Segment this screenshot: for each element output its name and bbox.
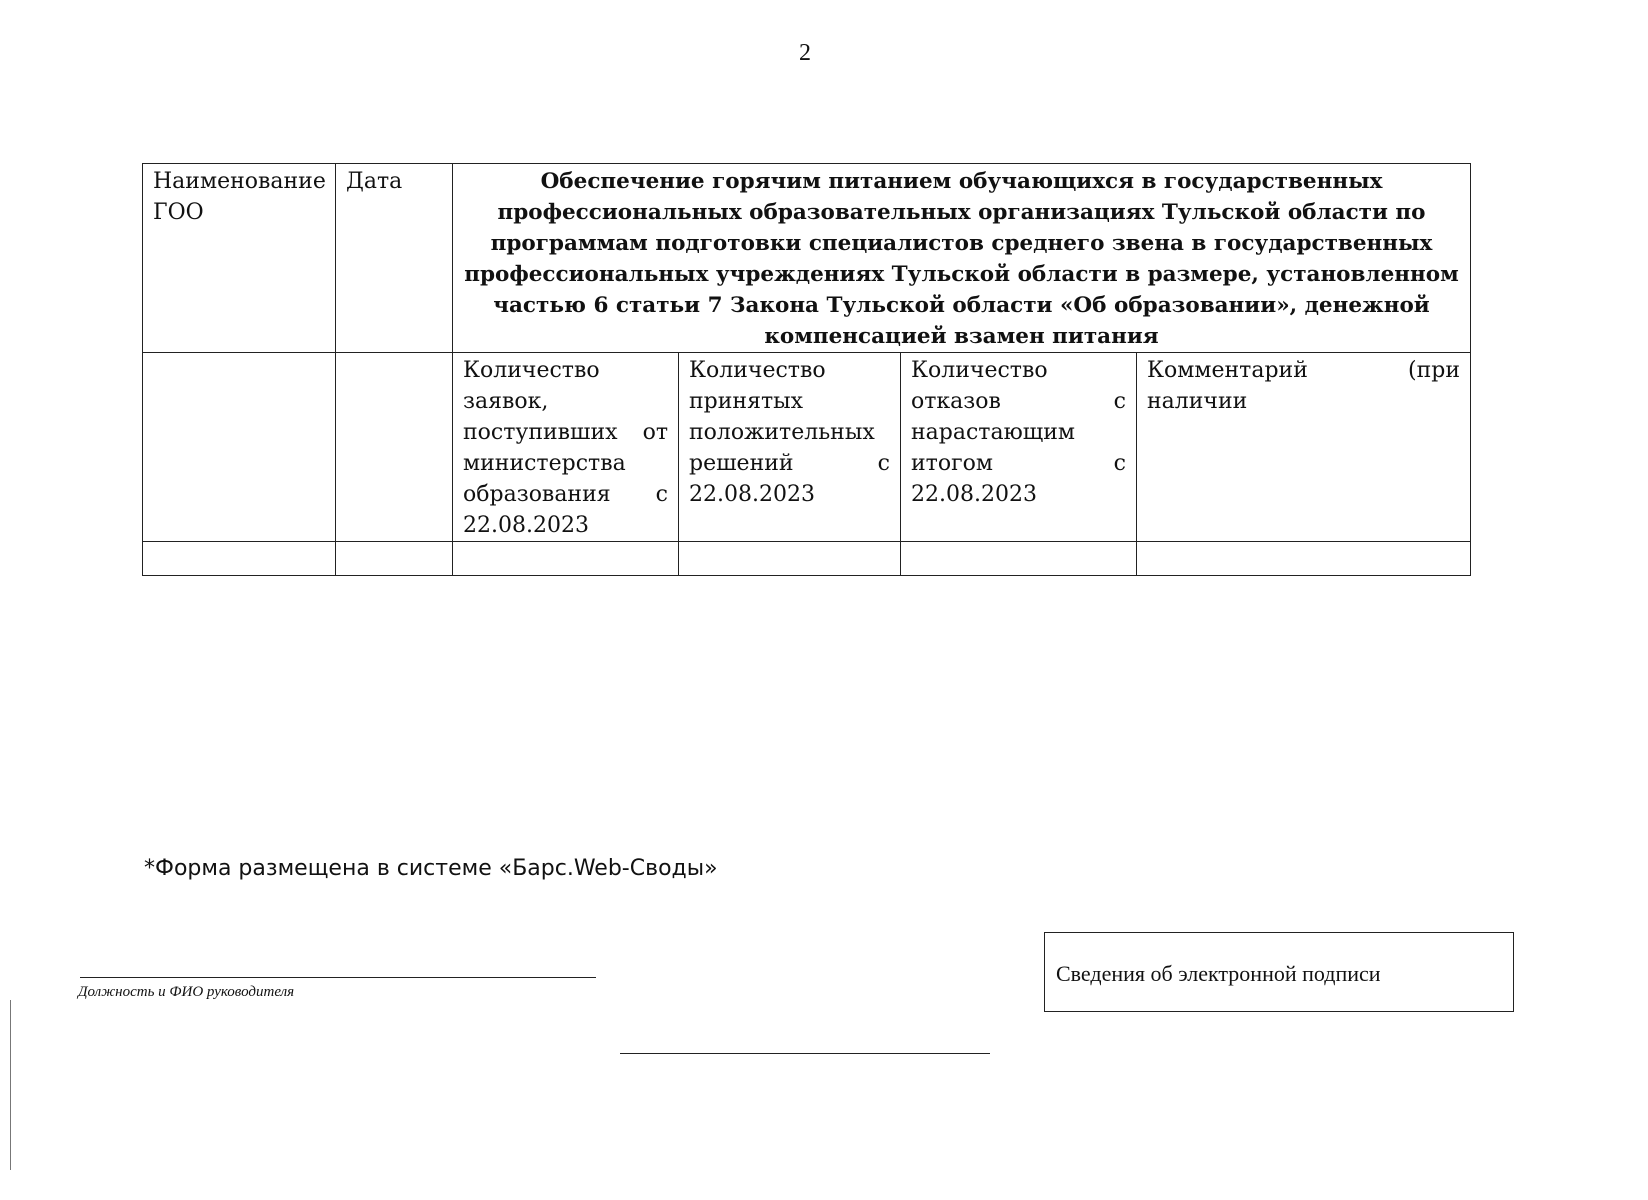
- subheader-refusals-cell: Количество отказов с нарастающим итогом с 22.08.2023: [901, 353, 1137, 542]
- page-number: 2: [799, 40, 811, 66]
- table-header-row: [143, 164, 1471, 353]
- table-row: [143, 542, 1471, 576]
- subheader-comment-cell: Комментарий (при наличии: [1137, 353, 1471, 542]
- signature-position-caption: Должность и ФИО руководителя: [78, 984, 295, 1000]
- table-cell: [679, 542, 901, 576]
- e-signature-label: Сведения об электронной подписи: [1056, 961, 1381, 986]
- table-cell: [1137, 542, 1471, 576]
- e-signature-box: [1044, 932, 1514, 1012]
- table-subheader-row: [143, 353, 1471, 542]
- table-cell: [453, 542, 679, 576]
- signature-line-position: [80, 977, 596, 978]
- signature-line-center: [620, 1053, 990, 1054]
- table-cell: [143, 542, 336, 576]
- subheader-applications-cell: Количество заявок, поступивших от министерства образования с 22.08.2023: [453, 353, 679, 542]
- table-cell: [336, 542, 453, 576]
- subheader-positive-decisions-cell: Количество принятых положительных решений с 22.08.2023: [679, 353, 901, 542]
- footnote: *Форма размещена в системе «Барс.Web-Своды»: [144, 856, 718, 881]
- header-name-cell: Наименование ГОО: [143, 164, 336, 353]
- subheader-empty-name-cell: [143, 353, 336, 542]
- subheader-empty-date-cell: [336, 353, 453, 542]
- report-table: [142, 163, 1471, 576]
- margin-mark: [10, 1000, 11, 1170]
- table-cell: [901, 542, 1137, 576]
- header-date-cell: Дата: [336, 164, 453, 353]
- header-main-title-cell: Обеспечение горячим питанием обучающихся в государственных профессиональных образовательных организациях Тульской области по программам подготовки специалистов среднего звена в государственных профессиональных учреждениях Тульской области в размере, установленном частью 6 статьи 7 Закона Тульской области «Об образовании», денежной компенсацией взамен питания: [453, 164, 1471, 353]
